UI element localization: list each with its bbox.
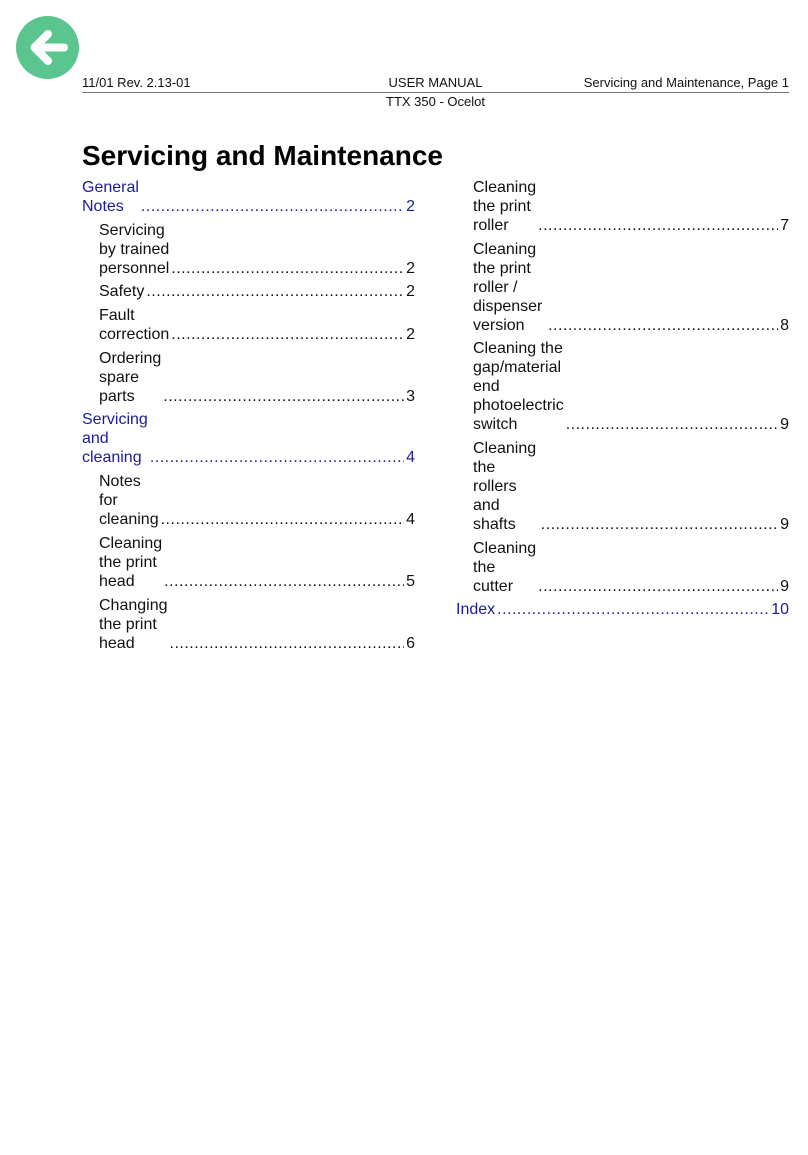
toc-entry-link[interactable]: [82, 596, 415, 653]
product-name: TTX 350 - Ocelot: [386, 94, 485, 109]
toc-entry-link[interactable]: [82, 534, 415, 591]
toc-page-number: 2: [406, 259, 415, 277]
toc-entry-link[interactable]: [82, 306, 415, 344]
toc-entry-link[interactable]: [456, 439, 789, 534]
toc-page-number: 9: [780, 416, 789, 434]
back-button[interactable]: [16, 16, 79, 79]
toc-page-number: 10: [771, 601, 789, 619]
toc-dot-leader: [538, 216, 778, 235]
toc-entry-link[interactable]: [456, 178, 789, 235]
toc-entry-label: Cleaning the print head: [99, 534, 163, 590]
toc-section-link[interactable]: [456, 600, 789, 619]
toc-entry-label: Index: [456, 601, 496, 619]
arrow-left-icon: [16, 16, 79, 79]
toc-section-link[interactable]: [82, 178, 415, 216]
page-title: Servicing and Maintenance: [82, 140, 443, 171]
toc-page-number: 9: [780, 577, 789, 595]
toc-dot-leader: [146, 282, 404, 301]
toc-page-number: 4: [406, 511, 415, 529]
toc-page-number: 2: [406, 198, 415, 215]
toc-entry-label: Cleaning the print roller / dispenser version: [473, 240, 543, 334]
toc-page-number: 2: [406, 326, 415, 344]
page-header: [82, 74, 789, 93]
toc-page-number: 2: [406, 283, 415, 301]
toc-page-number: 6: [406, 634, 415, 652]
toc-page-number: 4: [406, 449, 415, 467]
toc-page-number: 8: [780, 316, 789, 334]
toc-entry-label: Servicing by trained personnel: [99, 221, 170, 277]
toc-dot-leader: [171, 325, 404, 344]
toc-dot-leader: [164, 572, 404, 591]
toc-dot-leader: [161, 510, 404, 529]
toc-entry-label: Cleaning the gap/material end photoelectric switch: [473, 340, 564, 434]
toc-entry-label: Cleaning the cutter: [473, 539, 537, 595]
toc-page-number: 9: [780, 516, 789, 534]
toc-page-number: 3: [406, 387, 415, 405]
toc-entry-link[interactable]: [82, 282, 415, 301]
toc-page-number: 5: [406, 572, 415, 590]
toc-dot-leader: [566, 415, 778, 434]
toc-dot-leader: [548, 316, 778, 335]
toc-section-link[interactable]: [82, 410, 415, 467]
toc-entry-label: Cleaning the print roller: [473, 179, 537, 234]
toc-entry-link[interactable]: [456, 339, 789, 434]
toc-right-column: [456, 178, 789, 624]
toc-entry-label: Cleaning the rollers and shafts: [473, 440, 537, 534]
toc-dot-leader: [171, 259, 404, 278]
toc-dot-leader: [150, 448, 404, 467]
page-location-label: Servicing and Maintenance, Page 1: [583, 75, 789, 90]
toc-entry-link[interactable]: [82, 221, 415, 278]
toc-entry-link[interactable]: [82, 472, 415, 529]
toc-left-column: [82, 178, 415, 657]
revision-label: 11/01 Rev. 2.13-01: [82, 75, 191, 90]
toc-page-number: 7: [780, 217, 789, 234]
toc-entry-link[interactable]: [456, 539, 789, 596]
manual-label: USER MANUAL: [388, 75, 483, 90]
toc-entry-label: Ordering spare parts: [99, 349, 162, 405]
toc-entry-link[interactable]: [82, 349, 415, 406]
toc-dot-leader: [538, 577, 778, 596]
toc-dot-leader: [497, 600, 769, 619]
toc-entry-label: Fault correction: [99, 307, 170, 344]
toc-entry-label: Safety: [99, 283, 145, 301]
toc-dot-leader: [541, 515, 778, 534]
toc-entry-label: Servicing and cleaning: [82, 411, 148, 467]
toc-dot-leader: [163, 387, 404, 406]
toc-entry-label: Notes for cleaning: [99, 473, 159, 529]
toc-entry-link[interactable]: [456, 240, 789, 335]
toc-entry-label: Changing the print head: [99, 596, 168, 652]
toc-entry-label: General Notes: [82, 179, 139, 215]
toc-dot-leader: [141, 197, 404, 216]
toc-dot-leader: [170, 634, 405, 653]
